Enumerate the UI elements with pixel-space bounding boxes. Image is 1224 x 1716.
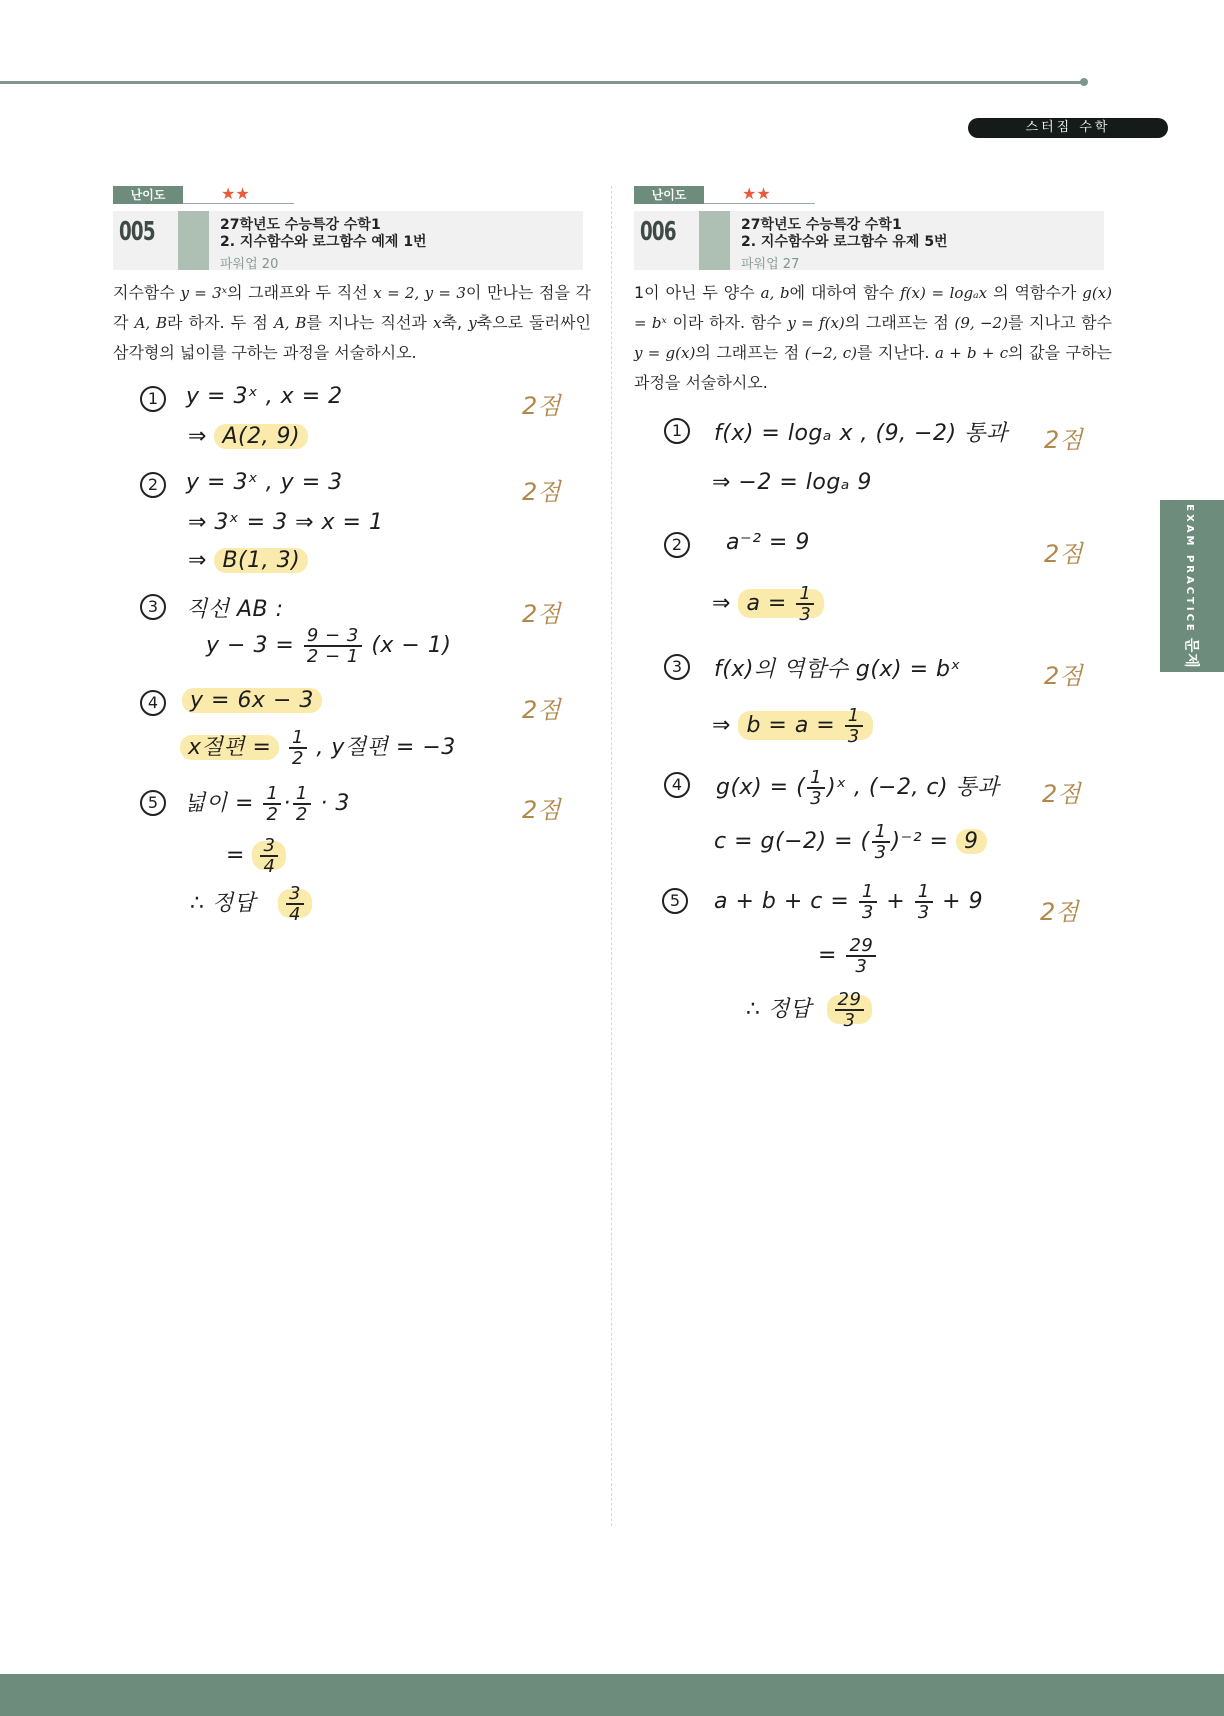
step-number: 1 [664, 418, 690, 444]
step-line: y − 3 = $\frac{9 - 3}{2 - 1}$ (x − 1) [206, 625, 452, 667]
problem-text: 1이 아닌 두 양수 a, b에 대하여 함수 f(x) = logₐx 의 역함수가 g(x) = bˣ 이라 하자. 함수 y = f(x)의 그래프는 점 (9, −2)를 지나고 함수 y = g(x)의 그래프는 점 (−2, c)를 지난다. a + b + c의 값을 구하는 과정을 서술하시오. [634, 283, 1113, 392]
step-line: 직선 AB : [186, 597, 284, 622]
highlight-answer: 9 [956, 829, 987, 854]
difficulty-label: 난이도 [634, 186, 704, 204]
problem-source [220, 217, 427, 251]
source-line-2: 2. 지수함수와 로그함수 유제 5번 [741, 234, 948, 250]
fraction: $\frac{1}{2}$ [289, 728, 307, 768]
step-points: 2점 [1042, 780, 1081, 808]
step-line: ⇒ −2 = logₐ 9 [712, 470, 872, 495]
step-line: a + b + c = $\frac{1}{3}$ + $\frac{1}{3}$ + 9 [714, 881, 984, 923]
step-line: y = 3ˣ , x = 2 [186, 384, 343, 409]
source-line-1: 27학년도 수능특강 수학1 [741, 217, 902, 233]
difficulty-label: 난이도 [113, 186, 183, 204]
side-section-tab [1160, 500, 1224, 672]
math: g(x) = bˣ [634, 284, 1112, 332]
fraction: $\frac{1}{3}$ [859, 882, 877, 922]
final-answer: ∴ 정답 $\frac{3}{4}$ [190, 884, 312, 924]
highlight-answer [827, 989, 873, 1031]
math: y = f(x) [787, 314, 845, 332]
fraction: $\frac{1}{2}$ [293, 784, 311, 824]
fraction: $\frac{1}{3}$ [915, 882, 933, 922]
column-divider [611, 186, 612, 1526]
step-number: 1 [140, 386, 166, 412]
source-line-1: 27학년도 수능특강 수학1 [220, 217, 381, 233]
step-points: 2점 [522, 600, 561, 628]
header-rule-dot [1080, 78, 1088, 86]
fraction: $\frac{1}{3}$ [807, 768, 825, 808]
fraction: $\frac{29}{3}$ [846, 936, 876, 976]
step-line: ⇒ B(1, 3) [188, 548, 308, 573]
difficulty-row [113, 186, 593, 208]
header-accent-bar [178, 211, 209, 270]
highlight-answer [278, 883, 312, 925]
step-points: 2점 [1044, 540, 1083, 568]
step-line: ⇒ A(2, 9) [188, 424, 308, 449]
step-line: f(x)의 역함수 g(x) = bˣ [714, 657, 961, 682]
problem-header [634, 211, 1104, 270]
step-points: 2점 [522, 796, 561, 824]
math: a, b [760, 284, 790, 302]
step-line: y = 3ˣ , y = 3 [186, 470, 343, 495]
step-line: g(x) = ( $\frac{1}{3}$ )ˣ , (−2, c) 통과 [716, 767, 1000, 809]
step-number: 2 [664, 532, 690, 558]
problem-number: 005 [119, 217, 155, 247]
fraction: $\frac{3}{4}$ [260, 836, 278, 876]
fraction: $\frac{1}{3}$ [796, 584, 814, 624]
fraction: $\frac{3}{4}$ [286, 884, 304, 924]
step-line: = $\frac{3}{4}$ [226, 836, 286, 876]
brand-badge: 스터짐 수학 [968, 118, 1168, 138]
math: (9, −2) [954, 314, 1008, 332]
fraction: $\frac{1}{3}$ [845, 706, 863, 746]
side-tab-label: EXAM PRACTICE [1183, 503, 1195, 634]
problem-number: 006 [640, 217, 676, 247]
step-line: = $\frac{29}{3}$ [818, 936, 878, 976]
step-line [182, 688, 322, 713]
math: y [468, 314, 477, 332]
step-points: 2점 [522, 478, 561, 506]
math: y = 3ˣ [180, 284, 228, 302]
difficulty-row [634, 186, 1114, 208]
footer-bar [0, 1674, 1224, 1716]
math: A, B [273, 314, 307, 332]
step-line: x절편 = $\frac{1}{2}$ , y절편 = −3 [180, 728, 456, 768]
final-answer: ∴ 정답 $\frac{29}{3}$ [746, 990, 872, 1030]
problem-header [113, 211, 583, 270]
fraction: $\frac{9 - 3}{2 - 1}$ [304, 626, 362, 666]
step-line: ⇒ a = $\frac{1}{3}$ [712, 584, 824, 624]
step-line: f(x) = logₐ x , (9, −2) 통과 [714, 421, 1008, 446]
math: x = 2, y = 3 [373, 284, 466, 302]
fraction: $\frac{29}{3}$ [835, 990, 865, 1030]
math: a + b + c [935, 344, 1009, 362]
difficulty-stars: ★★ [221, 184, 250, 203]
problem-reference: 파워업 27 [741, 257, 800, 272]
source-line-2: 2. 지수함수와 로그함수 예제 1번 [220, 234, 427, 250]
highlight-answer: B(1, 3) [214, 548, 308, 573]
difficulty-stars: ★★ [742, 184, 771, 203]
step-number: 3 [664, 654, 690, 680]
problem-text: 지수함수 y = 3ˣ의 그래프와 두 직선 x = 2, y = 3이 만나는 점을 각각 A, B라 하자. 두 점 A, B를 지나는 직선과 x축, y축으로 둘러싸인 삼각형의 넓이를 구하는 과정을 서술하시오. [113, 283, 592, 362]
problem-005 [113, 186, 593, 367]
highlight-answer: b = a = $\frac{1}{3}$ [738, 711, 872, 740]
step-number: 4 [140, 690, 166, 716]
math: x [433, 314, 442, 332]
math: A, B [134, 314, 168, 332]
step-points: 2점 [1040, 898, 1079, 926]
math: (−2, c) [804, 344, 857, 362]
problem-source [741, 217, 948, 251]
difficulty-underline [704, 203, 815, 204]
step-number: 5 [662, 888, 688, 914]
step-number: 3 [140, 594, 166, 620]
side-tab-label-kr: 문제 [1182, 637, 1201, 669]
step-number: 4 [664, 772, 690, 798]
step-points: 2점 [1044, 426, 1083, 454]
math: y = g(x) [634, 344, 696, 362]
highlight-answer: A(2, 9) [214, 424, 308, 449]
step-line: a⁻² = 9 [726, 530, 810, 555]
highlight-answer: x절편 = [180, 735, 279, 760]
step-points: 2점 [522, 696, 561, 724]
difficulty-underline [183, 203, 294, 204]
step-number: 5 [140, 790, 166, 816]
problem-006 [634, 186, 1114, 397]
header-accent-bar [699, 211, 730, 270]
step-line: c = g(−2) = ( $\frac{1}{3}$ )⁻² = 9 [714, 822, 987, 862]
fraction: $\frac{1}{2}$ [263, 784, 281, 824]
fraction: $\frac{1}{3}$ [872, 822, 890, 862]
step-line: ⇒ b = a = $\frac{1}{3}$ [712, 706, 873, 746]
highlight-answer: y = 6x − 3 [182, 688, 322, 713]
highlight-answer: a = $\frac{1}{3}$ [738, 589, 824, 618]
step-line: ⇒ 3ˣ = 3 ⇒ x = 1 [188, 510, 384, 535]
header-rule [0, 81, 1084, 84]
step-line: 넓이 = $\frac{1}{2}$ · $\frac{1}{2}$ · 3 [184, 783, 350, 825]
math: f(x) = logₐx [900, 284, 988, 302]
step-points: 2점 [1044, 662, 1083, 690]
problem-reference: 파워업 20 [220, 257, 279, 272]
highlight-answer [252, 835, 286, 877]
step-number: 2 [140, 472, 166, 498]
step-points: 2점 [522, 392, 561, 420]
